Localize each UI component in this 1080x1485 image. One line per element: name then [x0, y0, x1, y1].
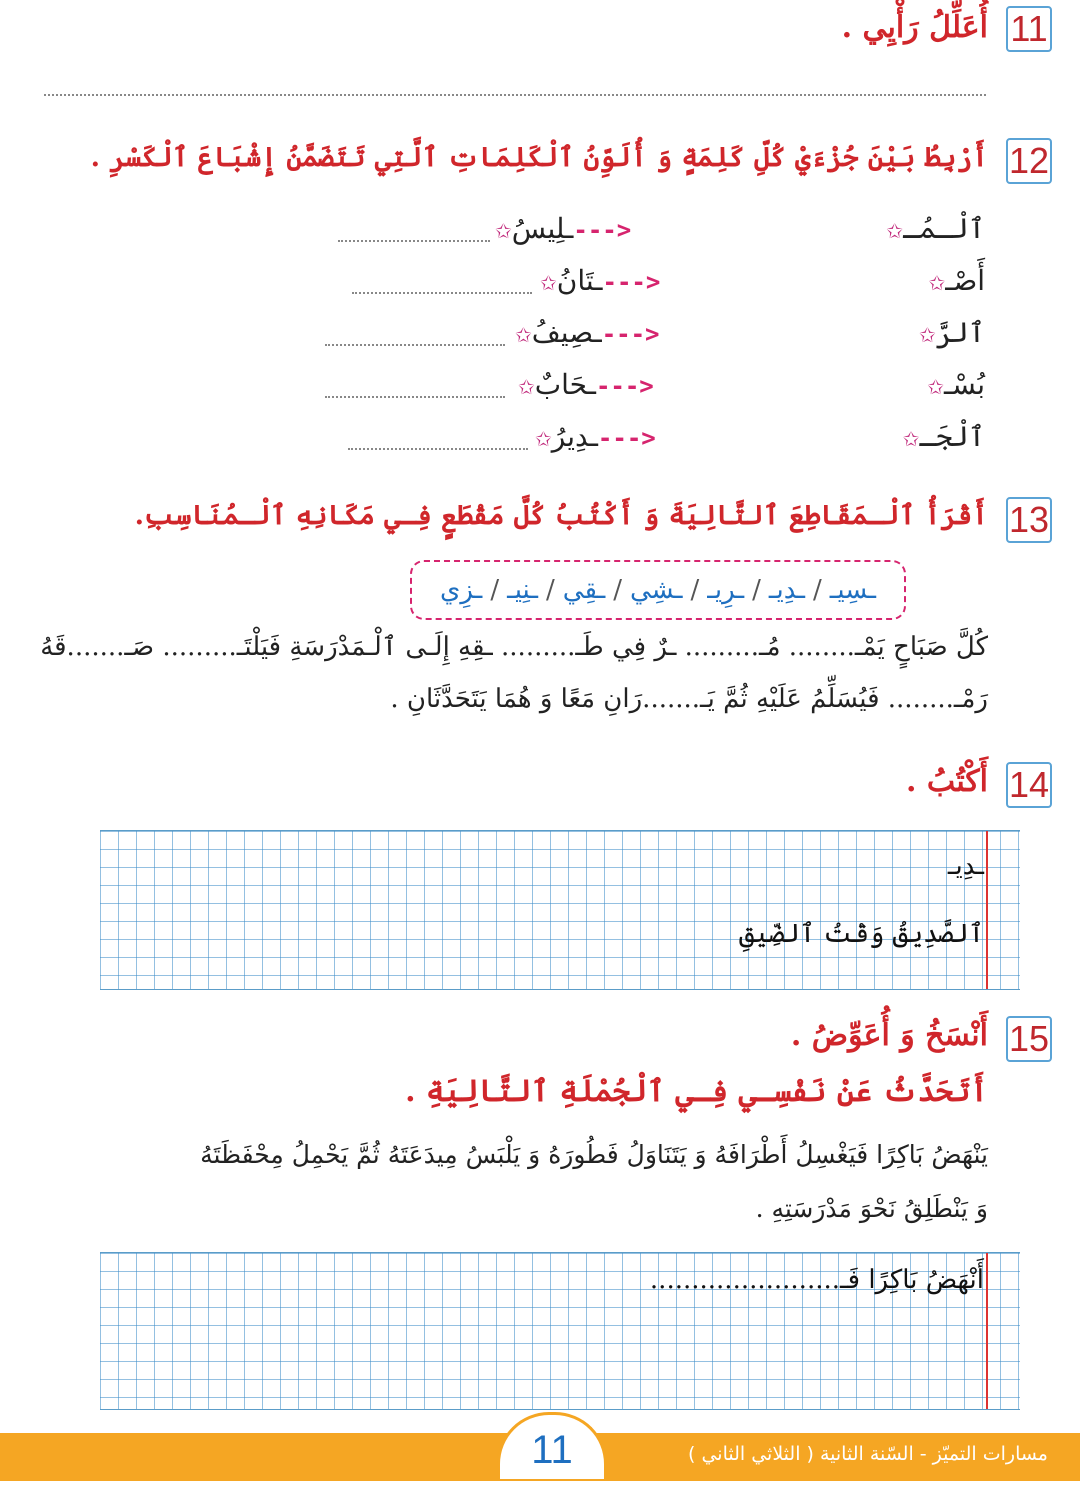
- syllable: ـشِي: [630, 575, 683, 605]
- footer-title: مسارات التميّز - السّنة الثانية ( الثلاثي الثاني ): [688, 1443, 1048, 1465]
- separator: /: [490, 575, 500, 605]
- exercise-number-11: 11: [1006, 6, 1052, 52]
- star-icon: ✩: [919, 323, 936, 347]
- exercise-number-12: 12: [1006, 138, 1052, 184]
- word-start: ٱلْجَـ: [919, 420, 985, 453]
- exercise-14-title: أَكْتُبُ .: [905, 764, 988, 799]
- answer-line[interactable]: [338, 240, 490, 242]
- margin-line: [986, 1253, 988, 1409]
- syllable-box: [410, 560, 906, 620]
- model-paragraph-line-1: يَنْهَضُ بَاكِرًا فَيَغْسِلُ أَطْرَافَهُ وَ يَتَنَاوَلُ فَطُورَهُ وَ يَلْبَسُ مِيدَعَتَهُ ثُمَّ يَحْمِلُ مِحْفَظَتَهُ: [200, 1140, 988, 1169]
- answer-line-11: [44, 94, 986, 96]
- arrow-icon: <---: [602, 268, 661, 296]
- syllable: ـسِيـ: [829, 575, 877, 605]
- arrow-icon: <---: [601, 320, 660, 348]
- copy-model-line-2: ٱلصَّدِيقُ وَقْتُ ٱلضِّيقِ: [738, 919, 984, 949]
- word-end: ـحَابٌ: [534, 368, 596, 401]
- star-icon: ✩: [540, 271, 557, 295]
- word-end: ـتَانُ: [556, 264, 603, 297]
- word-start: بُسْـ: [944, 368, 985, 401]
- separator: /: [752, 575, 761, 605]
- exercise-11-title: أُعَلِّلُ رَأْيِي .: [841, 10, 988, 45]
- margin-line: [986, 831, 988, 989]
- starter-line: أَنْهَضُ بَاكِرًا فَـ.......................: [649, 1265, 984, 1295]
- word-end: ـصِيفُ: [531, 316, 602, 349]
- exercise-15-subtitle: أَتَحَدَّثُ عَنْ نَفْسِـي فِـي ٱلْجُمْلَةِ ٱلتَّالِيَةِ .: [405, 1074, 988, 1109]
- star-icon: ✩: [535, 427, 552, 451]
- separator: /: [546, 575, 555, 605]
- syllable: ـزِي: [439, 575, 483, 605]
- answer-line[interactable]: [325, 344, 505, 346]
- star-icon: ✩: [927, 375, 945, 399]
- star-icon: ✩: [928, 271, 946, 295]
- star-icon: ✩: [902, 427, 920, 451]
- exercise-13-title: أَقْرَأُ ٱلْـمَقَاطِعَ ٱلتَّالِيَةَ وَ أَكْتُبُ كُلَّ مَقْطَعٍ فِـي مَكَانِهِ ٱلْـمُنَاسِبِ.: [134, 500, 988, 531]
- word-end: ـدِيرُ: [551, 420, 598, 453]
- star-icon: ✩: [518, 375, 535, 399]
- star-icon: ✩: [886, 219, 903, 243]
- answer-line[interactable]: [325, 396, 505, 398]
- fill-in-text-line-2[interactable]: رَمْـ........ فَيُسَلِّمُ عَلَيْهِ ثُمَّ يَـ.......رَانِ مَعًا وَ هُمَا يَتَحَدَّثَانِ .: [390, 684, 988, 714]
- writing-grid-14[interactable]: [100, 830, 1020, 990]
- fill-in-text-line-1[interactable]: كُلَّ صَبَاحٍ يَمْـ........ مُـ......... ـرٌ فِي طَـ......... ـقِهِ إِلَـى ٱلْـمَدْرَسَةِ فَيَلْتَـ......... صَـ.......قَهُ: [40, 632, 988, 662]
- exercise-number-15: 15: [1006, 1016, 1052, 1062]
- word-end: ـلِيسُ: [511, 212, 574, 245]
- writing-grid-15[interactable]: [100, 1252, 1020, 1410]
- separator: /: [812, 575, 822, 605]
- syllable: ـدِيـ: [768, 575, 805, 605]
- answer-line[interactable]: [352, 292, 532, 294]
- page-number: 11: [497, 1412, 607, 1479]
- syllable: ـنِيـ: [507, 575, 539, 605]
- exercise-number-13: 13: [1006, 497, 1052, 543]
- model-paragraph-line-2: وَ يَنْطَلِقُ نَحْوَ مَدْرَسَتِهِ .: [755, 1194, 988, 1223]
- copy-model-line-1: ـدِيـ: [947, 851, 984, 881]
- arrow-icon: <---: [573, 216, 632, 244]
- exercise-number-14: 14: [1006, 762, 1052, 808]
- exercise-15-title: أَنْسَخُ وَ أُعَوِّضُ .: [790, 1018, 988, 1053]
- word-start: ٱلرَّ: [935, 316, 985, 349]
- separator: /: [613, 575, 622, 605]
- answer-line[interactable]: [348, 448, 528, 450]
- syllable: ـرِيـ: [707, 575, 745, 605]
- star-icon: ✩: [495, 219, 512, 243]
- syllable: ـقِي: [562, 575, 606, 605]
- star-icon: ✩: [515, 323, 532, 347]
- exercise-12-title: أَرْبِطُ بَيْنَ جُزْءَيْ كُلِّ كَلِمَةٍ وَ أُلَوِّنُ ٱلْكَلِمَاتِ ٱلَّتِي تَتَضَمَّنُ إِشْبَاعَ ٱلْكَسْرِ .: [90, 142, 988, 173]
- separator: /: [690, 575, 700, 605]
- word-start: أَصْـ: [945, 264, 985, 297]
- arrow-icon: <---: [595, 372, 654, 400]
- arrow-icon: <---: [597, 424, 656, 452]
- word-start: ٱلْـمُـ: [902, 212, 985, 245]
